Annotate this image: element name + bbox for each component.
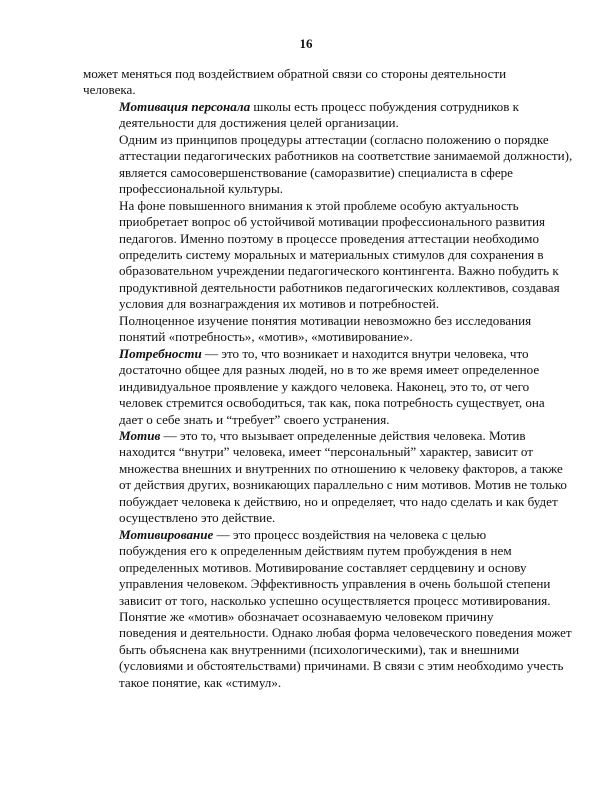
text-line [83,263,559,279]
text-line [83,313,553,329]
line-text: является самосовершенствование (саморазвитие) специалиста в сфере [119,164,513,180]
paragraph [83,313,553,346]
paragraph [83,427,567,527]
defined-term: Мотивирование [119,526,214,542]
defined-term: Мотивация персонала [119,98,251,114]
line-text: На фоне повышенного внимания к этой проблеме особую актуальность [119,197,519,213]
document-body [83,66,573,691]
line-text: человека. [83,82,136,98]
line-text: такое понятие, как «стимул». [119,674,282,690]
text-line [83,279,560,296]
paragraph [83,346,553,428]
paragraph [83,608,572,691]
text-line [83,625,572,641]
text-line [83,148,573,164]
text-line [83,362,553,378]
line-text: школы есть процесс побуждения сотрудников к [250,98,520,114]
line-text: индивидуальное проявление у каждого человека. Наконец, это то, от чего [119,378,530,394]
text-line [83,493,558,510]
text-line [83,346,553,362]
line-text: находится “внутри” человека, имеет “персональный” характер, зависит от [119,444,533,460]
text-line [83,115,553,131]
text-line [83,576,553,592]
line-text: от действия других, возникающих параллельно с ним мотивов. Мотив не только [119,477,567,493]
line-text: условия для вознаграждения их мотивов и потребностей. [119,296,439,312]
text-line [83,99,553,115]
line-text: поведения и деятельности. Однако любая форма человеческого поведения может [119,625,572,641]
defined-term: Мотив [119,427,161,443]
line-text: — это то, что возникает и находится внутри человека, что [201,345,529,361]
text-line [83,82,553,98]
line-text: приобретает вопрос об устойчивой мотивации профессионального развития [119,214,545,230]
paragraph [83,197,560,313]
line-text: может меняться под воздействием обратной связи со стороны деятельности [83,66,507,81]
text-line [83,395,553,411]
line-text: понятий «потребность», «мотив», «мотивирование». [119,329,413,345]
page-number: 16 [299,36,313,51]
line-text: человек стремится освободиться, так как, пока потребность существует, она [119,395,545,411]
text-line [83,412,553,428]
text-line [83,198,553,214]
text-line [83,609,553,625]
text-line [83,642,553,658]
text-line [83,543,553,559]
text-line [83,247,553,263]
line-text: педагогов. Именно поэтому в процессе проведения аттестации необходимо [119,230,540,246]
line-text: определить систему моральных и материальных стимулов для сохранения в [119,246,544,262]
line-text: побуждает человека к действию, но и определяет, что надо сделать и как будет [119,493,558,509]
text-line [83,231,553,247]
line-text: определенных мотивов. Мотивирование составляет сердцевину и основу [119,559,527,575]
text-line [83,560,553,576]
line-text: — это процесс воздействия на человека с целью [213,526,487,542]
text-line [83,214,553,230]
line-text: профессиональной культуры. [119,181,284,197]
defined-term: Потребности [119,345,202,361]
line-text: (условиями и обстоятельствами) причинами. В связи с этим необходимо учесть [119,658,564,674]
line-text: аттестации педагогических работников на соответствие занимаемой должности), [119,148,573,164]
line-text: образовательном учреждении педагогического контингента. Важно побудить к [119,263,559,279]
line-text: продуктивной деятельности работников педагогических коллективов, создавая [119,279,560,295]
line-text: Полноценное изучение понятия мотивации невозможно без исследования [119,312,532,328]
text-line [83,593,553,609]
text-line [83,181,553,197]
paragraph [83,131,573,198]
paragraph [83,527,553,609]
line-text: управления человеком. Эффективность управления в очень большой степени [119,576,551,592]
text-line [83,66,553,82]
text-line [83,444,553,460]
text-line [83,675,553,691]
line-text: Понятие же «мотив» обозначает осознаваемую человеком причину [119,608,494,624]
text-line [83,527,553,543]
text-line [83,132,553,148]
paragraph [83,99,553,132]
line-text: множества внешних и внутренних по отношению к человеку факторов, а также [119,460,563,476]
line-text: побуждения его к определенным действиям путем пробуждения в нем [119,543,512,559]
line-text: зависит от того, насколько успешно осуществляется процесс мотивирования. [119,592,551,608]
text-line [83,510,553,526]
text-line [83,460,563,477]
text-line [83,296,553,312]
line-text: Одним из принципов процедуры аттестации (согласно положению о порядке [119,131,549,147]
text-line [83,165,553,181]
text-line [83,477,567,493]
line-text: достаточно общее для разных людей, но в то же время имеет определенное [119,362,540,378]
line-text: — это то, что вызывает определенные действия человека. Мотив [160,427,526,443]
text-line [83,428,553,444]
line-text: дает о себе знать и “требует” своего устранения. [119,411,390,427]
line-text: деятельности для достижения целей организации. [119,115,399,131]
paragraph [83,66,553,99]
text-line [83,658,564,674]
text-line [83,329,553,345]
line-text: осуществлено это действие. [119,510,276,526]
text-line [83,379,553,395]
line-text: быть объяснена как внутренними (психологическими), так и внешними [119,641,520,657]
